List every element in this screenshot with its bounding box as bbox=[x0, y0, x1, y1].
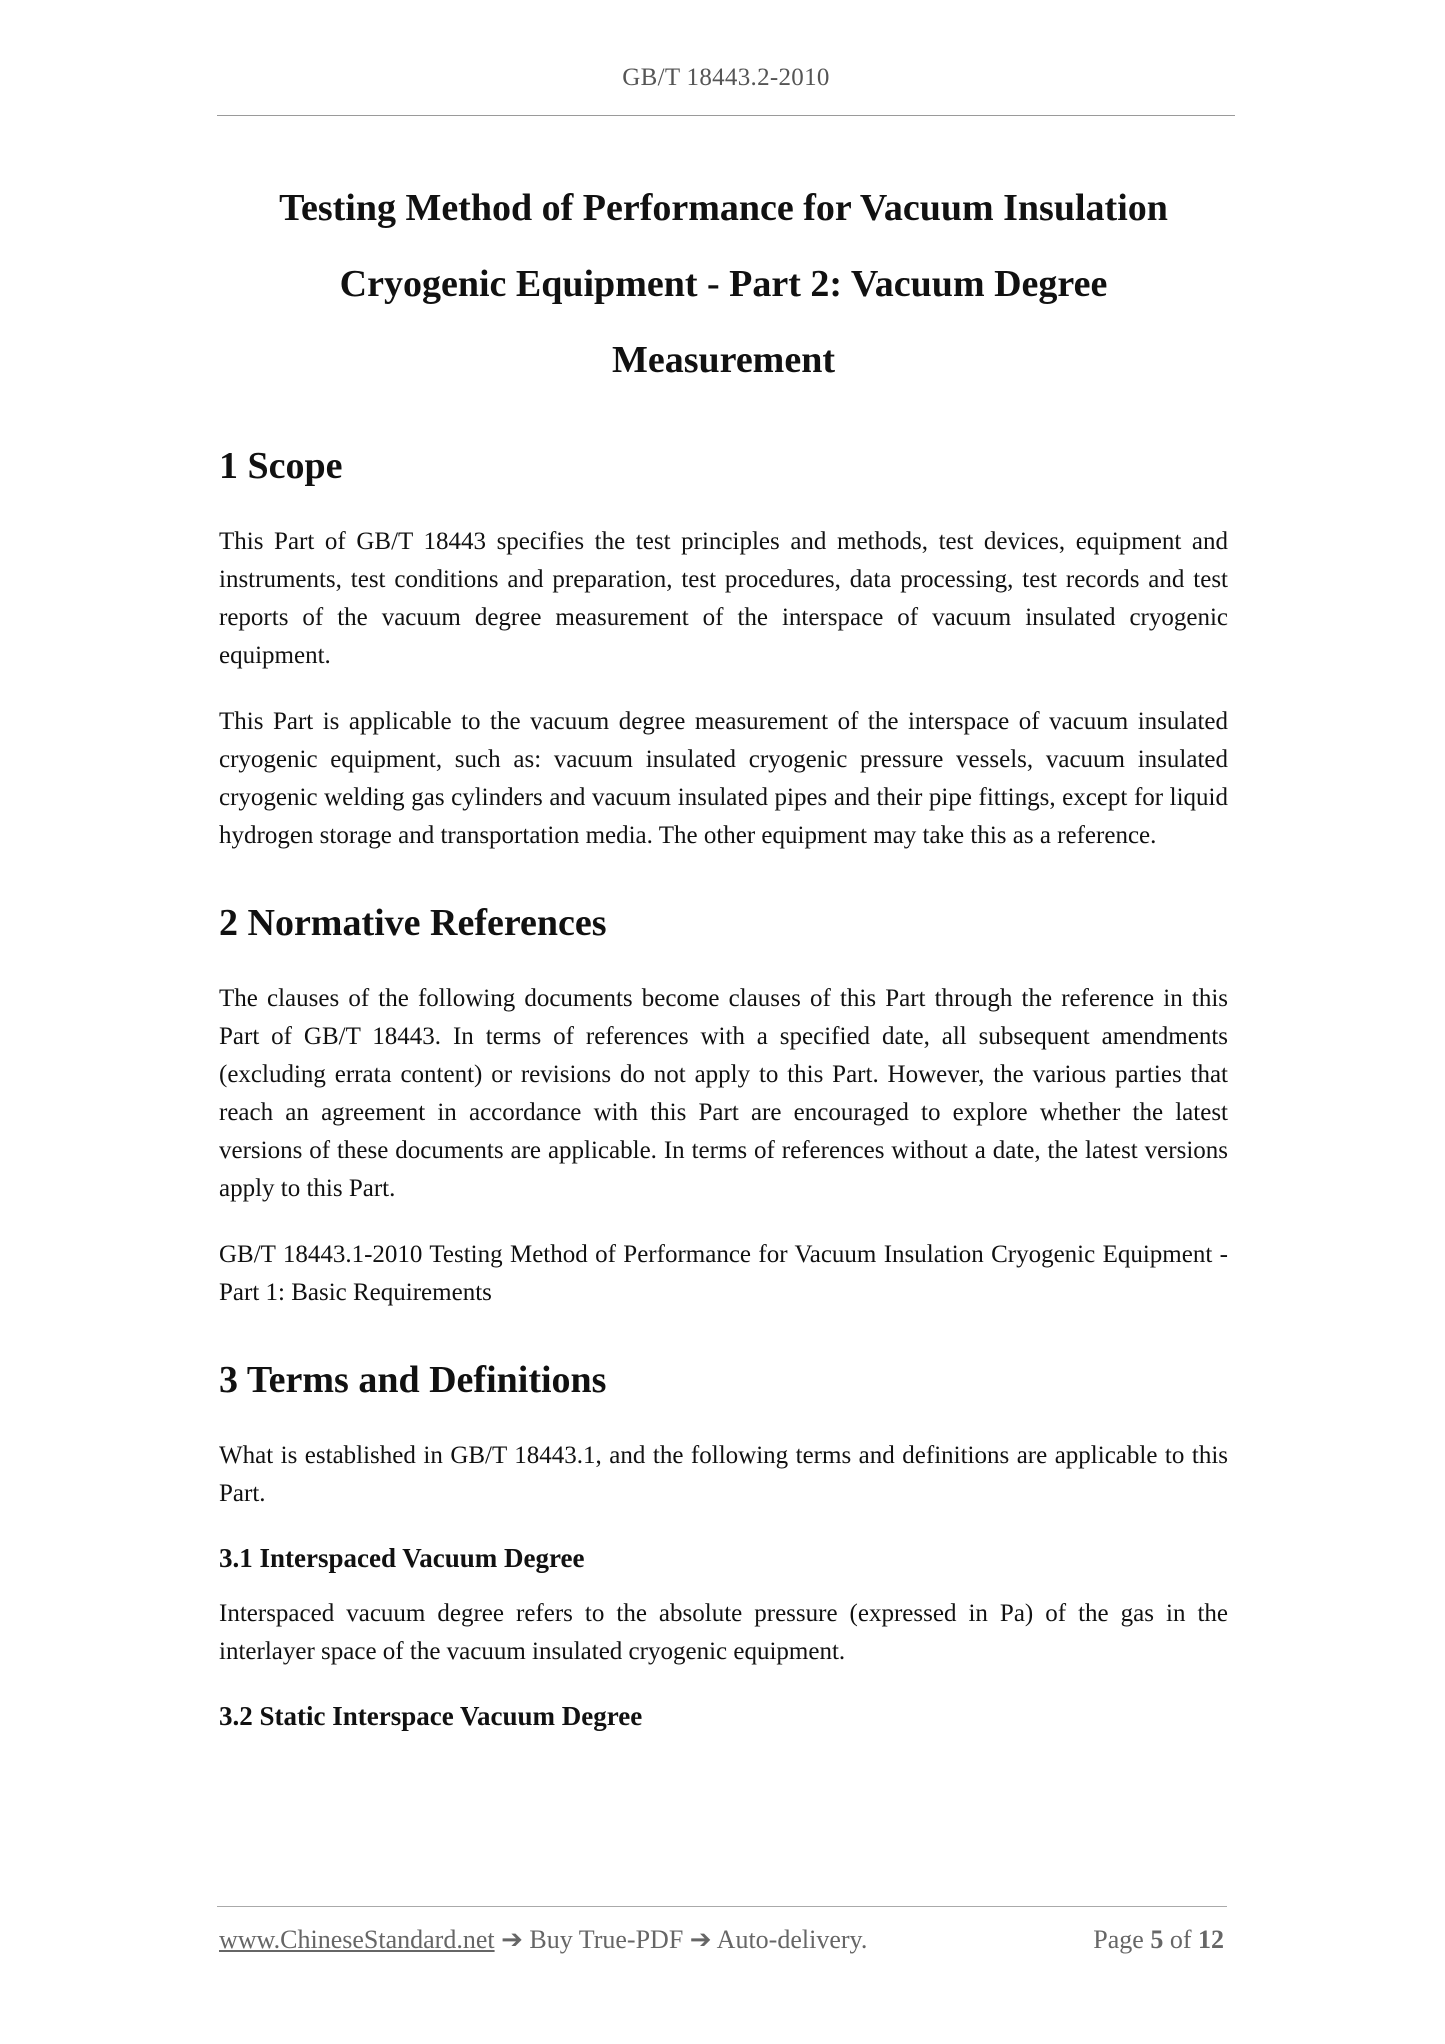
paragraph: Interspaced vacuum degree refers to the absolute pressure (expressed in Pa) of the gas in the interlayer space of the vacuum insulated cryogenic equipment. bbox=[219, 1600, 1228, 1665]
page-label: Page bbox=[1093, 1925, 1144, 1954]
of-label: of bbox=[1169, 1925, 1192, 1954]
page-indicator bbox=[1093, 1925, 1224, 1955]
document-title-line: Measurement bbox=[611, 339, 835, 381]
document-title-line: Cryogenic Equipment - Part 2: Vacuum Degree bbox=[339, 263, 1108, 305]
page-total: 12 bbox=[1198, 1925, 1224, 1954]
website-link[interactable]: www.ChineseStandard.net bbox=[219, 1925, 495, 1954]
subsection-heading: 3.2 Static Interspace Vacuum Degree bbox=[219, 1701, 643, 1731]
paragraph: This Part of GB/T 18443 specifies the test principles and methods, test devices, equipment and instruments, test conditions and preparation, test procedures, data processing, test records and test reports of the vacuum degree measurement of the interspace of vacuum insulated cryogenic equipment. bbox=[219, 528, 1228, 669]
auto-delivery-text: Auto-delivery. bbox=[716, 1925, 868, 1954]
footer-divider bbox=[217, 1906, 1227, 1907]
paragraph: The clauses of the following documents become clauses of this Part through the reference in this Part of GB/T 18443. In terms of references with a specified date, all subsequent amendments (excluding errata content) or revisions do not apply to this Part. However, the various parties that reach an agreement in accordance with this Part are encouraged to explore whether the latest versions of these documents are applicable. In terms of references without a date, the latest versions apply to this Part. bbox=[219, 985, 1228, 1202]
arrow-icon: ➔ bbox=[689, 1925, 712, 1954]
footer-promo bbox=[219, 1925, 867, 1955]
buy-pdf-text: Buy True-PDF bbox=[529, 1925, 684, 1954]
paragraph: What is established in GB/T 18443.1, and the following terms and definitions are applicable to this Part. bbox=[219, 1442, 1228, 1507]
paragraph: GB/T 18443.1-2010 Testing Method of Performance for Vacuum Insulation Cryogenic Equipment - Part 1: Basic Requirements bbox=[219, 1241, 1228, 1306]
subsection-heading: 3.1 Interspaced Vacuum Degree bbox=[219, 1543, 585, 1573]
section-heading-scope: 1 Scope bbox=[219, 445, 343, 487]
running-header: GB/T 18443.2-2010 bbox=[622, 64, 830, 91]
section-heading-normative-references: 2 Normative References bbox=[219, 902, 607, 944]
header-divider bbox=[217, 115, 1235, 116]
page-body bbox=[219, 170, 1228, 1753]
section-heading-terms-and-definitions: 3 Terms and Definitions bbox=[219, 1359, 607, 1401]
document-title-line: Testing Method of Performance for Vacuum Insulation bbox=[279, 187, 1168, 229]
arrow-icon: ➔ bbox=[501, 1925, 523, 1954]
page-current: 5 bbox=[1150, 1925, 1164, 1954]
paragraph: This Part is applicable to the vacuum degree measurement of the interspace of vacuum insulated cryogenic equipment, such as: vacuum insulated cryogenic pressure vessels, vacuum insulated cryogenic welding gas cylinders and vacuum insulated pipes and their pipe fittings, except for liquid hydrogen storage and transportation media. The other equipment may take this as a reference. bbox=[219, 708, 1228, 849]
document-title bbox=[249, 170, 1198, 398]
